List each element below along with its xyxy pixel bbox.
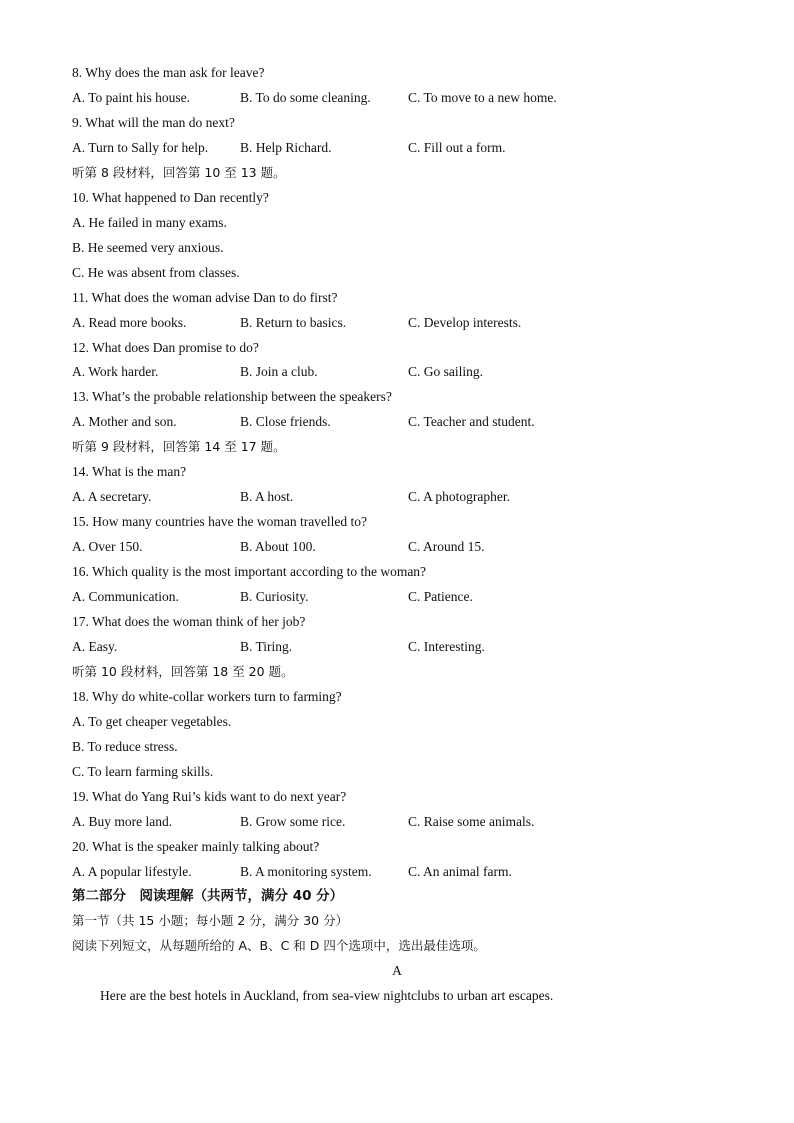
option-15b: B. About 100. — [240, 539, 316, 554]
option-17a: A. Easy. — [72, 639, 118, 654]
option-11a: A. Read more books. — [72, 315, 187, 330]
option-13a: A. Mother and son. — [72, 414, 177, 429]
option-12b: B. Join a club. — [240, 364, 318, 379]
option-15c: C. Around 15. — [408, 539, 485, 554]
question-18: 18. Why do white-collar workers turn to farming? — [72, 689, 342, 704]
question-17: 17. What does the woman think of her job? — [72, 614, 306, 629]
option-14a: A. A secretary. — [72, 489, 152, 504]
instruction-material-10: 听第 10 段材料，回答第 18 至 20 题。 — [72, 664, 294, 679]
option-10b: B. He seemed very anxious. — [72, 240, 224, 255]
option-10a: A. He failed in many exams. — [72, 215, 227, 230]
option-18a: A. To get cheaper vegetables. — [72, 714, 232, 729]
option-11c: C. Develop interests. — [408, 315, 522, 330]
question-13: 13. What’s the probable relationship between the speakers? — [72, 389, 392, 404]
reading-direction: 阅读下列短文，从每题所给的 A、B、C 和 D 四个选项中，选出最佳选项。 — [72, 938, 486, 953]
option-18c: C. To learn farming skills. — [72, 764, 214, 779]
option-17c: C. Interesting. — [408, 639, 485, 654]
option-19c: C. Raise some animals. — [408, 814, 535, 829]
option-9c: C. Fill out a form. — [408, 140, 506, 155]
option-19a: A. Buy more land. — [72, 814, 173, 829]
instruction-material-9: 听第 9 段材料，回答第 14 至 17 题。 — [72, 439, 286, 454]
option-10c: C. He was absent from classes. — [72, 265, 240, 280]
option-15a: A. Over 150. — [72, 539, 143, 554]
option-12a: A. Work harder. — [72, 364, 159, 379]
option-9a: A. Turn to Sally for help. — [72, 140, 209, 155]
question-14: 14. What is the man? — [72, 464, 187, 479]
question-8: 8. Why does the man ask for leave? — [72, 65, 265, 80]
option-12c: C. Go sailing. — [408, 364, 484, 379]
option-17b: B. Tiring. — [240, 639, 293, 654]
option-14c: C. A photographer. — [408, 489, 510, 504]
question-15: 15. How many countries have the woman travelled to? — [72, 514, 368, 529]
option-20b: B. A monitoring system. — [240, 864, 372, 879]
question-11: 11. What does the woman advise Dan to do first? — [72, 290, 338, 305]
option-8c: C. To move to a new home. — [408, 90, 557, 105]
passage-intro: Here are the best hotels in Auckland, from sea-view nightclubs to urban art escapes. — [100, 988, 554, 1003]
option-13b: B. Close friends. — [240, 414, 331, 429]
part2-heading: 第二部分 阅读理解（共两节，满分 40 分） — [72, 888, 344, 904]
option-19b: B. Grow some rice. — [240, 814, 346, 829]
option-16c: C. Patience. — [408, 589, 473, 604]
option-20c: C. An animal farm. — [408, 864, 512, 879]
question-10: 10. What happened to Dan recently? — [72, 190, 269, 205]
question-20: 20. What is the speaker mainly talking about? — [72, 839, 320, 854]
section1-heading: 第一节（共 15 小题；每小题 2 分，满分 30 分） — [72, 913, 349, 928]
instruction-material-8: 听第 8 段材料，回答第 10 至 13 题。 — [72, 165, 286, 180]
option-8b: B. To do some cleaning. — [240, 90, 371, 105]
option-13c: C. Teacher and student. — [408, 414, 535, 429]
option-11b: B. Return to basics. — [240, 315, 347, 330]
option-18b: B. To reduce stress. — [72, 739, 178, 754]
question-16: 16. Which quality is the most important according to the woman? — [72, 564, 427, 579]
question-12: 12. What does Dan promise to do? — [72, 340, 259, 355]
option-16b: B. Curiosity. — [240, 589, 309, 604]
option-8a: A. To paint his house. — [72, 90, 191, 105]
option-16a: A. Communication. — [72, 589, 179, 604]
passage-label: A — [392, 963, 402, 978]
option-20a: A. A popular lifestyle. — [72, 864, 192, 879]
option-14b: B. A host. — [240, 489, 294, 504]
option-9b: B. Help Richard. — [240, 140, 332, 155]
question-9: 9. What will the man do next? — [72, 115, 235, 130]
question-19: 19. What do Yang Rui’s kids want to do next year? — [72, 789, 347, 804]
